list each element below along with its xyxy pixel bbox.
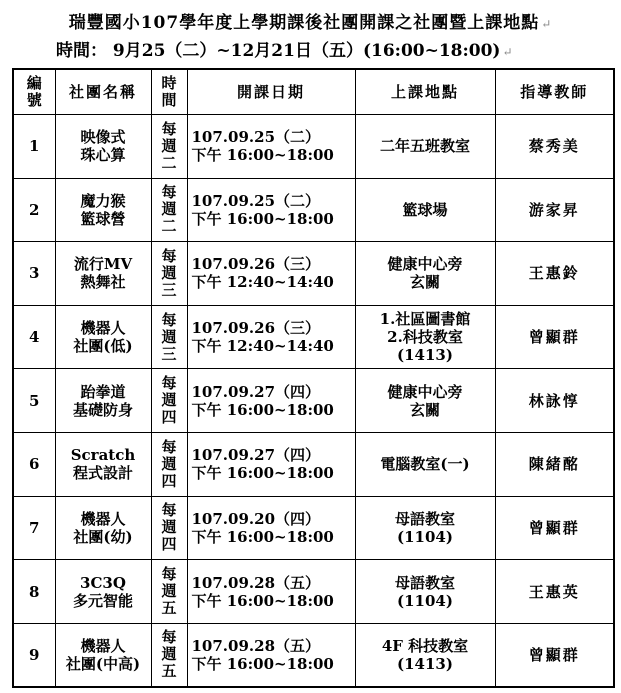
row-date	[187, 305, 355, 369]
row-location	[355, 242, 495, 306]
paragraph-mark: ↵	[502, 45, 513, 59]
club-name-line1: 機器人	[80, 319, 126, 338]
row-number: 1	[13, 114, 55, 178]
table-row	[13, 432, 614, 496]
header-teacher: 指導教師	[495, 69, 614, 114]
table-header-row	[13, 69, 614, 114]
row-day: 每週四	[151, 369, 187, 433]
row-number: 9	[13, 623, 55, 687]
club-name-line2: 多元智能	[72, 591, 133, 610]
location-line3: (1413)	[397, 346, 453, 365]
location-line2: 2.科技教室	[387, 328, 463, 347]
class-time: 下午 16:00~18:00	[191, 146, 334, 165]
start-date: 107.09.27（四）	[191, 382, 321, 401]
row-number: 7	[13, 496, 55, 560]
table-row	[13, 242, 614, 306]
location-line1: 二年五班教室	[379, 137, 470, 156]
location-line1: 健康中心旁	[387, 382, 463, 401]
row-day: 每週五	[151, 560, 187, 624]
row-teacher: 陳緒酩	[495, 432, 614, 496]
row-teacher: 蔡秀美	[495, 114, 614, 178]
row-date	[187, 114, 355, 178]
start-date: 107.09.20（四）	[191, 509, 321, 528]
club-name-line2: 基礎防身	[72, 400, 133, 419]
start-date: 107.09.25（二）	[191, 128, 321, 147]
club-name-line1: 魔力猴	[80, 191, 126, 210]
row-location	[355, 623, 495, 687]
class-time: 下午 16:00~18:00	[191, 464, 334, 483]
row-date	[187, 432, 355, 496]
row-date	[187, 623, 355, 687]
club-name-line2: 社團(中高)	[65, 654, 141, 673]
row-teacher: 王惠英	[495, 560, 614, 624]
row-location	[355, 178, 495, 242]
row-location	[355, 432, 495, 496]
location-line1: 母語教室	[394, 573, 455, 592]
location-line1: 1.社區圖書館	[379, 310, 471, 329]
row-day: 每週三	[151, 305, 187, 369]
document-title	[0, 8, 621, 33]
location-line1: 電腦教室(一)	[380, 455, 470, 474]
class-time: 下午 16:00~18:00	[191, 527, 334, 546]
club-name-line1: Scratch	[70, 446, 136, 465]
class-time: 下午 16:00~18:00	[191, 591, 334, 610]
row-teacher: 曾顯群	[495, 623, 614, 687]
class-time: 下午 12:40~14:40	[191, 337, 334, 356]
row-location	[355, 496, 495, 560]
header-time: 時間	[151, 69, 187, 114]
club-name-line2: 熱舞社	[80, 273, 126, 292]
class-period	[56, 36, 513, 61]
row-day: 每週三	[151, 242, 187, 306]
row-date	[187, 178, 355, 242]
document-title-text: 瑞豐國小107學年度上學期課後社團開課之社團暨上課地點	[68, 13, 540, 33]
club-name-line1: 流行MV	[73, 255, 133, 274]
row-date	[187, 369, 355, 433]
class-time: 下午 16:00~18:00	[191, 654, 334, 673]
club-name-line2: 籃球營	[80, 209, 126, 228]
row-day: 每週二	[151, 178, 187, 242]
table-row	[13, 114, 614, 178]
row-day: 每週二	[151, 114, 187, 178]
location-line2: (1104)	[397, 527, 453, 546]
table-row	[13, 178, 614, 242]
table-row	[13, 560, 614, 624]
row-club	[55, 432, 151, 496]
header-number: 編號	[13, 69, 55, 114]
row-number: 6	[13, 432, 55, 496]
club-name-line2: 珠心算	[80, 146, 126, 165]
location-line2: 玄關	[409, 273, 440, 292]
club-name-line2: 社團(低)	[73, 337, 133, 356]
header-club: 社團名稱	[55, 69, 151, 114]
paragraph-mark: ↵	[541, 17, 553, 31]
class-period-text: 時間： 9月25（二）~12月21日（五）(16:00~18:00)	[56, 41, 501, 61]
class-time: 下午 16:00~18:00	[191, 400, 334, 419]
club-name-line1: 機器人	[80, 636, 126, 655]
row-number: 3	[13, 242, 55, 306]
start-date: 107.09.25（二）	[191, 191, 321, 210]
row-club	[55, 114, 151, 178]
row-number: 2	[13, 178, 55, 242]
row-location	[355, 305, 495, 369]
start-date: 107.09.28（五）	[191, 573, 321, 592]
club-name-line2: 社團(幼)	[73, 527, 133, 546]
table-body	[13, 114, 614, 687]
header-date: 開課日期	[187, 69, 355, 114]
row-club	[55, 369, 151, 433]
start-date: 107.09.26（三）	[191, 255, 321, 274]
row-day: 每週四	[151, 432, 187, 496]
club-name-line1: 3C3Q	[80, 573, 126, 592]
row-date	[187, 496, 355, 560]
row-teacher: 林詠惇	[495, 369, 614, 433]
club-schedule-table	[12, 68, 615, 688]
location-line2: 玄關	[409, 400, 440, 419]
row-date	[187, 560, 355, 624]
row-number: 4	[13, 305, 55, 369]
start-date: 107.09.26（三）	[191, 319, 321, 338]
row-day: 每週五	[151, 623, 187, 687]
location-line2: (1104)	[397, 591, 453, 610]
table-row	[13, 623, 614, 687]
class-time: 下午 12:40~14:40	[191, 273, 334, 292]
start-date: 107.09.28（五）	[191, 636, 321, 655]
club-name-line1: 跆拳道	[80, 382, 126, 401]
row-number: 5	[13, 369, 55, 433]
row-club	[55, 305, 151, 369]
row-club	[55, 242, 151, 306]
location-line2: (1413)	[397, 654, 453, 673]
row-number: 8	[13, 560, 55, 624]
start-date: 107.09.27（四）	[191, 446, 321, 465]
row-club	[55, 623, 151, 687]
club-name-line2: 程式設計	[72, 464, 133, 483]
table-row	[13, 369, 614, 433]
class-time: 下午 16:00~18:00	[191, 209, 334, 228]
row-teacher: 曾顯群	[495, 496, 614, 560]
row-day: 每週四	[151, 496, 187, 560]
row-club	[55, 496, 151, 560]
header-location: 上課地點	[355, 69, 495, 114]
table-row	[13, 496, 614, 560]
row-club	[55, 178, 151, 242]
row-date	[187, 242, 355, 306]
club-name-line1: 機器人	[80, 509, 126, 528]
row-location	[355, 114, 495, 178]
row-teacher: 游家昇	[495, 178, 614, 242]
table-row	[13, 305, 614, 369]
club-name-line1: 映像式	[80, 128, 126, 147]
row-location	[355, 369, 495, 433]
row-teacher: 王惠鈴	[495, 242, 614, 306]
location-line1: 籃球場	[402, 200, 448, 219]
location-line1: 健康中心旁	[387, 255, 463, 274]
location-line1: 母語教室	[394, 509, 455, 528]
row-club	[55, 560, 151, 624]
row-location	[355, 560, 495, 624]
location-line1: 4F 科技教室	[381, 636, 469, 655]
row-teacher: 曾顯群	[495, 305, 614, 369]
